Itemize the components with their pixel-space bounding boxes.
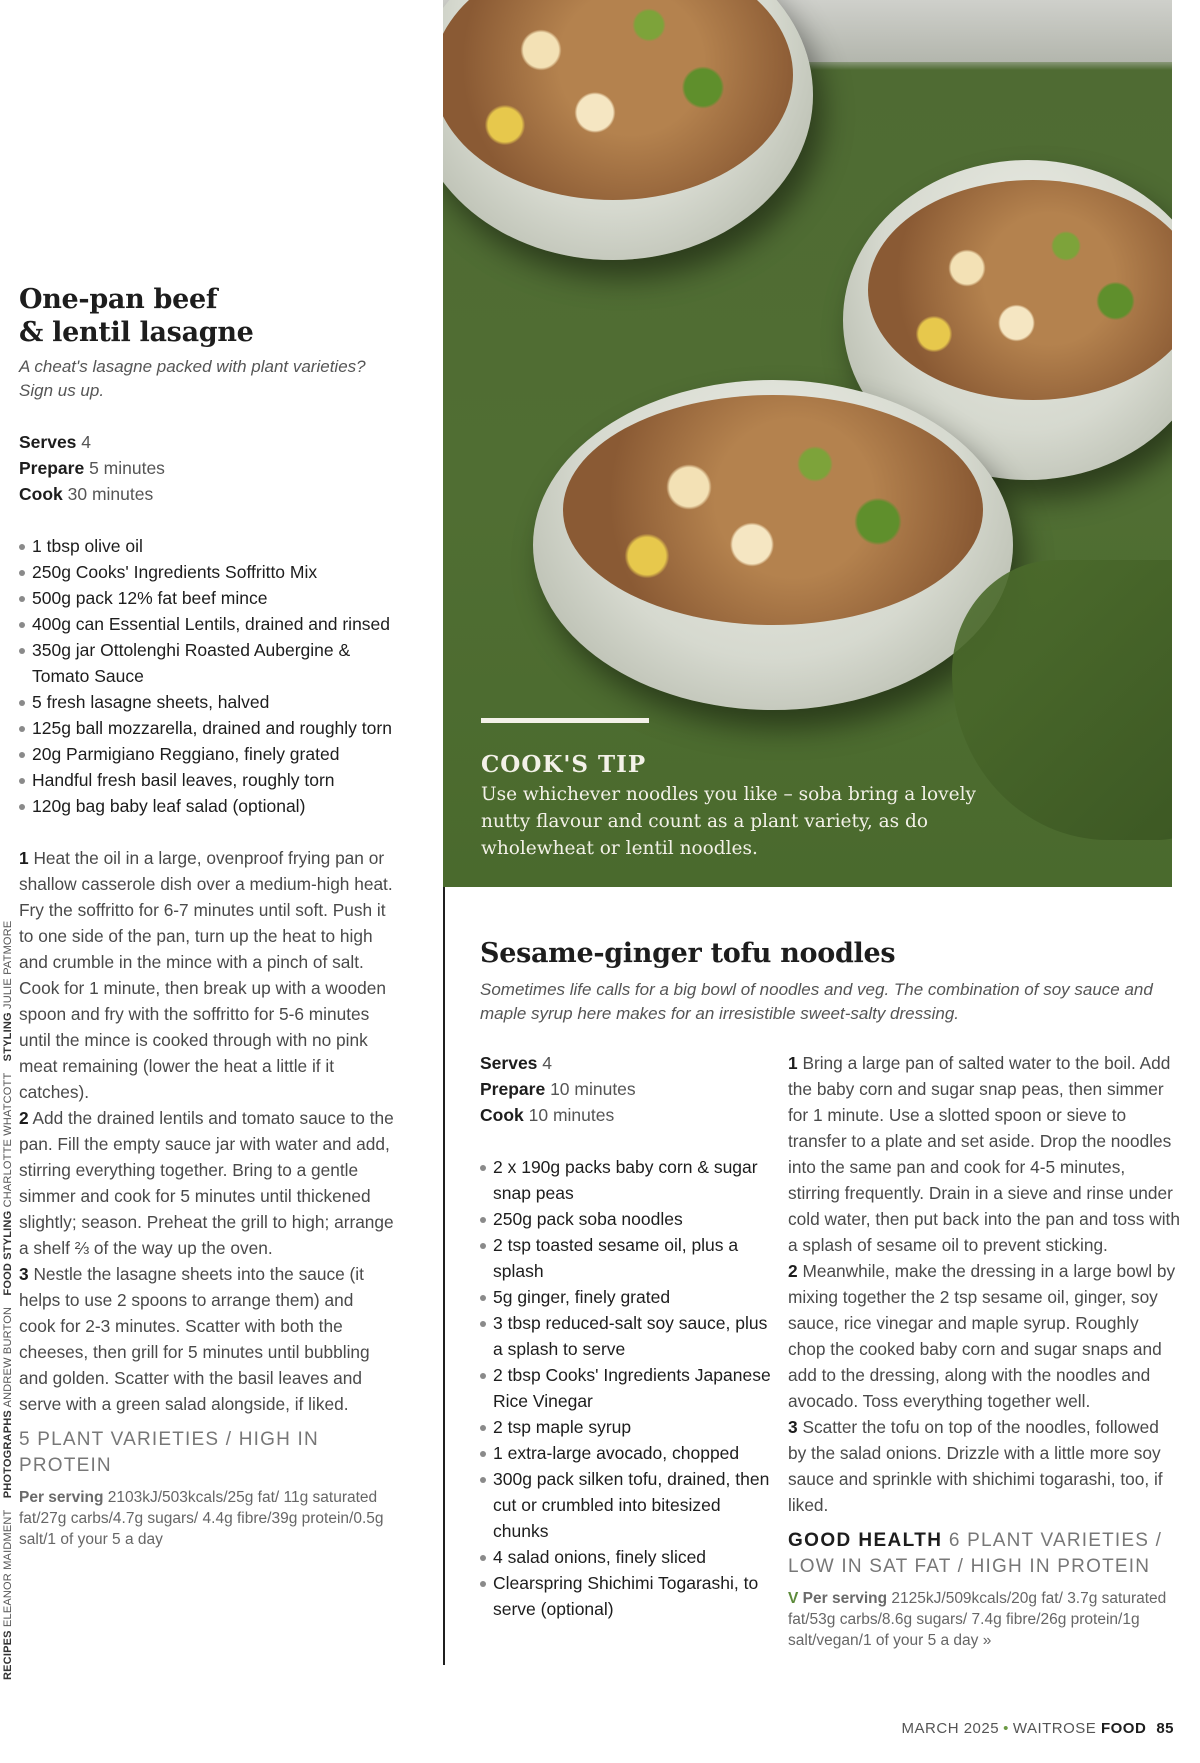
photo-credits: RECIPES ELEANOR MAIDMENT PHOTOGRAPHS ANDREW BURTON FOOD STYLING CHARLOTTE WHATCOTT STYLING JULIE PATMORE xyxy=(2,920,14,1680)
ingredient-item: 5 fresh lasagne sheets, halved xyxy=(19,689,394,715)
recipe-noodles-method xyxy=(788,1050,1180,1651)
recipe-intro: Sometimes life calls for a big bowl of noodles and veg. The combination of soy sauce and maple syrup here makes for an irresistible sweet-salty dressing. xyxy=(480,980,1153,1023)
recipe-title: One-pan beef & lentil lasagne xyxy=(19,284,254,348)
ingredient-item: 250g pack soba noodles xyxy=(480,1206,780,1232)
vegan-mark: V xyxy=(788,1590,799,1607)
bowl-image xyxy=(443,0,813,260)
ingredient-item: 500g pack 12% fat beef mince xyxy=(19,585,394,611)
method-step: 1 Bring a large pan of salted water to the boil. Add the baby corn and sugar snap peas, then simmer for 1 minute. Use a slotted spoon or sieve to transfer to a plate and set aside. Drop the noodles into the same pan and cook for 4-5 minutes, stirring frequently. Drain in a sieve and rinse under cold water, then put back into the pan and toss with a splash of sesame oil to prevent sticking. xyxy=(788,1053,1180,1255)
recipe-intro: A cheat's lasagne packed with plant varieties? Sign us up. xyxy=(19,357,366,400)
ingredient-item: 1 extra-large avocado, chopped xyxy=(480,1440,780,1466)
method-step: 1 Heat the oil in a large, ovenproof frying pan or shallow casserole dish over a medium-high heat. Fry the soffritto for 6-7 minutes until soft. Push it to one side of the pan, turn up the heat to high and crumble in the mince with a pinch of salt. Cook for 1 minute, then break up with a wooden spoon and fry with the soffritto for 5-6 minutes until the mince is cooked through with no pink meat remaining (lower the heat a little if it catches). xyxy=(19,848,393,1102)
ingredient-item: 400g can Essential Lentils, drained and rinsed xyxy=(19,611,394,637)
method-steps xyxy=(19,845,394,1417)
page-number: 85 xyxy=(1156,1720,1174,1737)
ingredient-item: 4 salad onions, finely sliced xyxy=(480,1544,780,1570)
ingredient-item: 20g Parmigiano Reggiano, finely grated xyxy=(19,741,394,767)
ingredient-item: 300g pack silken tofu, drained, then cut or crumbled into bitesized chunks xyxy=(480,1466,780,1544)
method-step: 3 Nestle the lasagne sheets into the sauce (it helps to use 2 spoons to arrange them) and cook for 2-3 minutes. Scatter with both the cheeses, then grill for 5 minutes until bubbling and golden. Scatter with the basil leaves and serve with a green salad alongside, if liked. xyxy=(19,1264,370,1414)
ingredient-item: 250g Cooks' Ingredients Soffritto Mix xyxy=(19,559,394,585)
ingredient-item: 120g bag baby leaf salad (optional) xyxy=(19,793,394,819)
ingredient-item: 5g ginger, finely grated xyxy=(480,1284,780,1310)
noodle-photo xyxy=(443,0,1172,887)
tip-text: Use whichever noodles you like – soba bring a lovely nutty flavour and count as a plant variety, as do wholewheat or lentil noodles. xyxy=(481,784,976,859)
method-step: 2 Meanwhile, make the dressing in a large bowl by mixing together the 2 tsp sesame oil, ginger, soy sauce, rice vinegar and maple syrup. Roughly chop the cooked baby corn and sugar snaps and add to the dressing, along with the noodles and avocado. Toss everything together well. xyxy=(788,1261,1176,1411)
cooks-tip xyxy=(481,718,1001,862)
ingredient-item: 3 tbsp reduced-salt soy sauce, plus a splash to serve xyxy=(480,1310,780,1362)
method-step: 2 Add the drained lentils and tomato sauce to the pan. Fill the empty sauce jar with water and add, stirring everything together. Bring to a gentle simmer and cook for 5 minutes until thickened slightly; season. Preheat the grill to high; arrange a shelf ⅔ of the way up the oven. xyxy=(19,1108,394,1258)
tip-heading: COOK'S TIP xyxy=(481,751,647,778)
nutrition-info: V Per serving 2125kJ/509kcals/20g fat/ 3.7g saturated fat/53g carbs/8.6g sugars/ 7.4g fibre/26g protein/1g salt/vegan/1 of your 5 a day » xyxy=(788,1590,1167,1649)
ingredient-item: 2 tsp maple syrup xyxy=(480,1414,780,1440)
recipe-meta: Serves 4 Prepare 5 minutes Cook 30 minutes xyxy=(19,432,165,504)
ingredient-list xyxy=(480,1154,780,1622)
ingredient-item: Clearspring Shichimi Togarashi, to serve (optional) xyxy=(480,1570,780,1622)
health-tags: 5 PLANT VARIETIES / HIGH IN PROTEIN xyxy=(19,1429,319,1476)
ingredient-item: 125g ball mozzarella, drained and roughly torn xyxy=(19,715,394,741)
method-steps xyxy=(788,1050,1180,1518)
method-step: 3 Scatter the tofu on top of the noodles, followed by the salad onions. Drizzle with a little more soy sauce and sprinkle with shichimi togarashi, too, if liked. xyxy=(788,1417,1163,1515)
ingredient-list xyxy=(19,533,394,819)
recipe-noodles-header xyxy=(480,937,1180,1026)
nutrition-info: Per serving 2103kJ/503kcals/25g fat/ 11g saturated fat/27g carbs/4.7g sugars/ 4.4g fibre/39g protein/0.5g salt/1 of your 5 a day xyxy=(19,1489,384,1548)
recipe-lasagne xyxy=(19,283,394,1550)
ingredient-item: 1 tbsp olive oil xyxy=(19,533,394,559)
ingredient-item: 2 tsp toasted sesame oil, plus a splash xyxy=(480,1232,780,1284)
ingredient-item: 350g jar Ottolenghi Roasted Aubergine & Tomato Sauce xyxy=(19,637,394,689)
bowl-image xyxy=(533,380,1013,710)
ingredient-item: 2 x 190g packs baby corn & sugar snap peas xyxy=(480,1154,780,1206)
recipe-title: Sesame-ginger tofu noodles xyxy=(480,938,896,969)
health-tags: GOOD HEALTH 6 PLANT VARIETIES / LOW IN SAT FAT / HIGH IN PROTEIN xyxy=(788,1530,1163,1577)
recipe-meta: Serves 4 Prepare 10 minutes Cook 10 minutes xyxy=(480,1053,636,1125)
ingredient-item: Handful fresh basil leaves, roughly torn xyxy=(19,767,394,793)
page-footer: MARCH 2025 • WAITROSE FOOD 85 xyxy=(901,1720,1174,1737)
ingredient-item: 2 tbsp Cooks' Ingredients Japanese Rice Vinegar xyxy=(480,1362,780,1414)
tip-rule xyxy=(481,718,649,723)
recipe-noodles-ingredients xyxy=(480,1050,780,1622)
